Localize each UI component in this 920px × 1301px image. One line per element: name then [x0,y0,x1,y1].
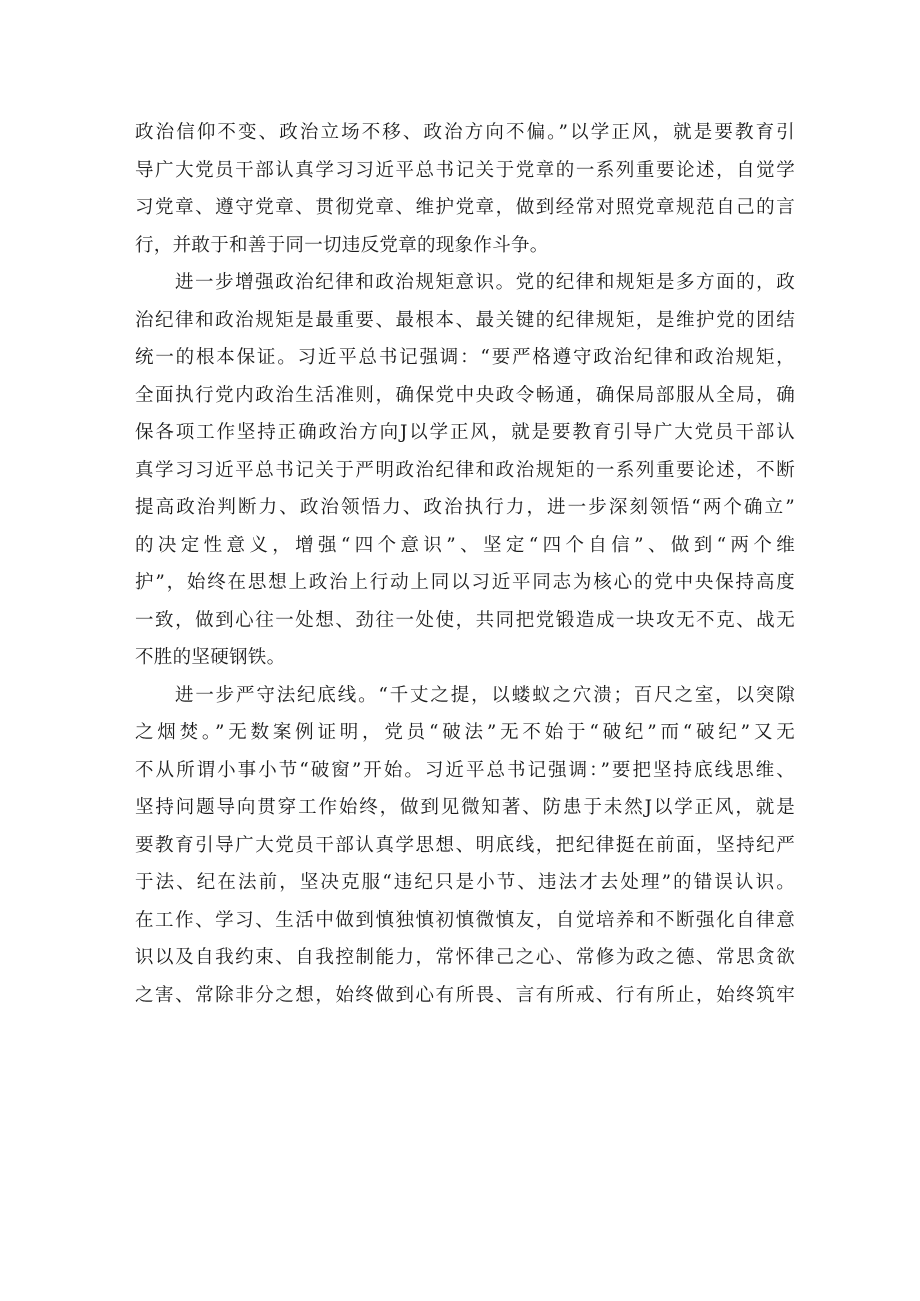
text-line: 进一步增强政治纪律和政治规矩意识。党的纪律和规矩是多方面的，政 [175,272,795,293]
text-line: 全面执行党内政治生活准则，确保党中央政令畅通，确保局部服从全局，确 [135,384,795,406]
text-line: 治纪律和政治规矩是最重要、最根本、最关键的纪律规矩，是维护党的团结 [135,309,795,331]
text-line: 行，并敢于和善于同一切违反党章的现象作斗争。 [135,234,549,256]
text-line: 在工作、学习、生活中做到慎独慎初慎微慎友，自觉培养和不断强化自律意 [135,909,795,931]
text-line: 坚持问题导向贯穿工作始终，做到见微知著、防患于未然J以学正风，就是 [135,797,795,818]
text-line: 保各项工作坚持正确政治方向J以学正风，就是要教育引导广大党员干部认 [135,422,795,443]
text-line: 护”，始终在思想上政治上行动上同以习近平同志为核心的党中央保持高度 [135,572,795,593]
text-line: 习党章、遵守党章、贯彻党章、维护党章，做到经常对照党章规范自己的言 [135,197,795,218]
text-line: 一致，做到心往一处想、劲往一处使，共同把党锻造成一块攻无不克、战无 [135,609,795,631]
text-line: 要教育引导广大党员干部认真学思想、明底线，把纪律挺在前面，坚持纪严 [135,834,795,856]
text-line: 政治信仰不变、政治立场不移、政治方向不偏。”以学正风，就是要教育引 [135,122,795,143]
text-line: 真学习习近平总书记关于严明政治纪律和政治规矩的一系列重要论述，不断 [135,459,795,481]
paragraph-3 [135,677,795,1015]
paragraph-2 [135,264,795,677]
text-line: 进一步严守法纪底线。“千丈之提，以蝼蚁之穴溃；百尺之室，以突隙 [175,684,795,706]
text-line: 的决定性意义，增强“四个意识”、坚定“四个自信”、做到“两个维 [135,534,795,556]
text-line: 不从所谓小事小节“破窗”开始。习近平总书记强调：”要把坚持底线思维、 [135,759,795,781]
paragraph-1 [135,114,795,264]
text-line: 统一的根本保证。习近平总书记强调：“要严格遵守政治纪律和政治规矩， [135,347,795,368]
text-line: 之烟焚。”无数案例证明，党员“破法”无不始于“破纪”而“破纪”又无 [135,722,795,743]
text-line: 之害、常除非分之想，始终做到心有所畏、言有所戒、行有所止，始终筑牢 [135,984,795,1006]
text-line: 于法、纪在法前，坚决克服“违纪只是小节、违法才去处理”的错误认识。 [135,872,795,893]
text-line: 识以及自我约束、自我控制能力，常怀律己之心、常修为政之德、常思贪欲 [135,947,795,968]
document-body [135,114,795,1014]
text-line: 导广大党员干部认真学习习近平总书记关于党章的一系列重要论述，自觉学 [135,159,795,181]
text-line: 提高政治判断力、政治领悟力、政治执行力，进一步深刻领悟“两个确立” [135,497,795,518]
text-line: 不胜的坚硬钢铁。 [135,647,286,668]
